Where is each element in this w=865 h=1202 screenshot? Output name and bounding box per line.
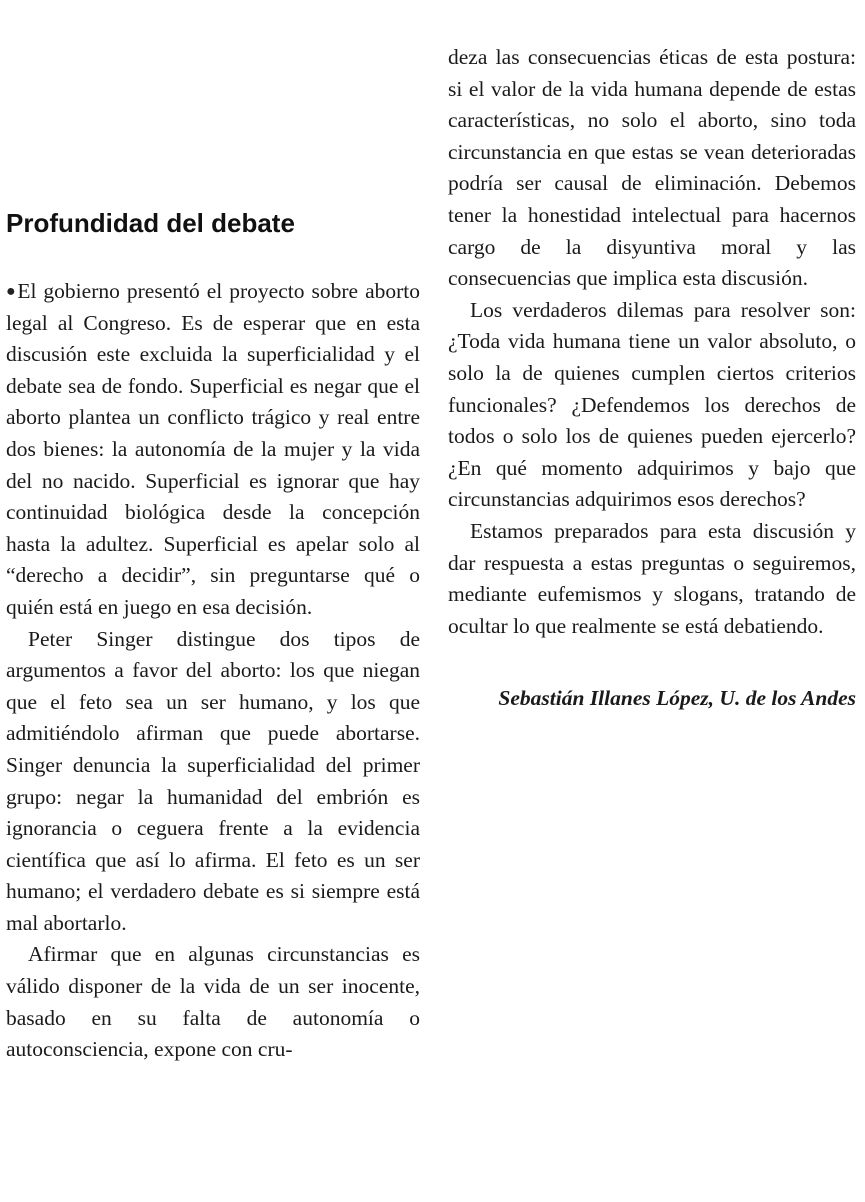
bullet-icon: ● <box>6 283 18 300</box>
paragraph-3-continued: deza las consecuencias éticas de esta postura: si el valor de la vida humana depende de estas características, no solo el aborto, sino toda circunstancia en que estas se vean deterioradas podría ser causal de eliminación. Debemos tener la honestidad intelectual para hacernos cargo de la disyuntiva moral y las consecuencias que implica esta discusión. <box>448 45 856 291</box>
right-column <box>448 0 856 736</box>
left-column <box>6 0 420 1066</box>
paragraph-2: Peter Singer distingue dos tipos de argumentos a favor del aborto: los que niegan que el feto sea un ser humano, y los que admitiéndolo afirman que puede abortarse. Singer denuncia la superficialidad del primer grupo: negar la humanidad del embrión es ignorancia o ceguera frente a la evidencia científica que así lo afirma. El feto es un ser humano; el verdadero debate es si siempre está mal abortarlo. <box>6 626 420 935</box>
paragraph-3: Afirmar que en algunas circunstancias es válido disponer de la vida de un ser inocente, basado en su falta de autonomía o autoconsciencia, expone con cru- <box>6 942 420 1062</box>
author-signature: Sebastián Illanes López, U. de los Andes <box>498 686 856 711</box>
paragraph-5: Estamos preparados para esta discusión y dar respuesta a estas preguntas o seguiremos, mediante eufemismos y slogans, tratando de ocultar lo que realmente se está debatiendo. <box>448 518 856 638</box>
paragraph-1-text: El gobierno presentó el proyecto sobre aborto legal al Congreso. Es de esperar que en esta discusión este excluida la superficialidad y el debate sea de fondo. Superficial es negar que el aborto plantea un conflicto trágico y real entre dos bienes: la autonomía de la mujer y la vida del no nacido. Superficial es ignorar que hay continuidad biológica desde la concepción hasta la adultez. Superficial es apelar solo al “derecho a decidir”, sin preguntarse qué o quién está en juego en esa decisión. <box>6 279 420 619</box>
paragraph-4: Los verdaderos dilemas para resolver son: ¿Toda vida humana tiene un valor absoluto, o solo la de quienes cumplen ciertos criterios funcionales? ¿Defendemos los derechos de todos o solo los de quienes pueden ejercerlo? ¿En qué momento adquirimos y bajo que circunstancias adquirimos esos derechos? <box>448 297 856 512</box>
paragraph-1 <box>6 276 420 624</box>
article-headline: Profundidad del debate <box>6 208 295 238</box>
